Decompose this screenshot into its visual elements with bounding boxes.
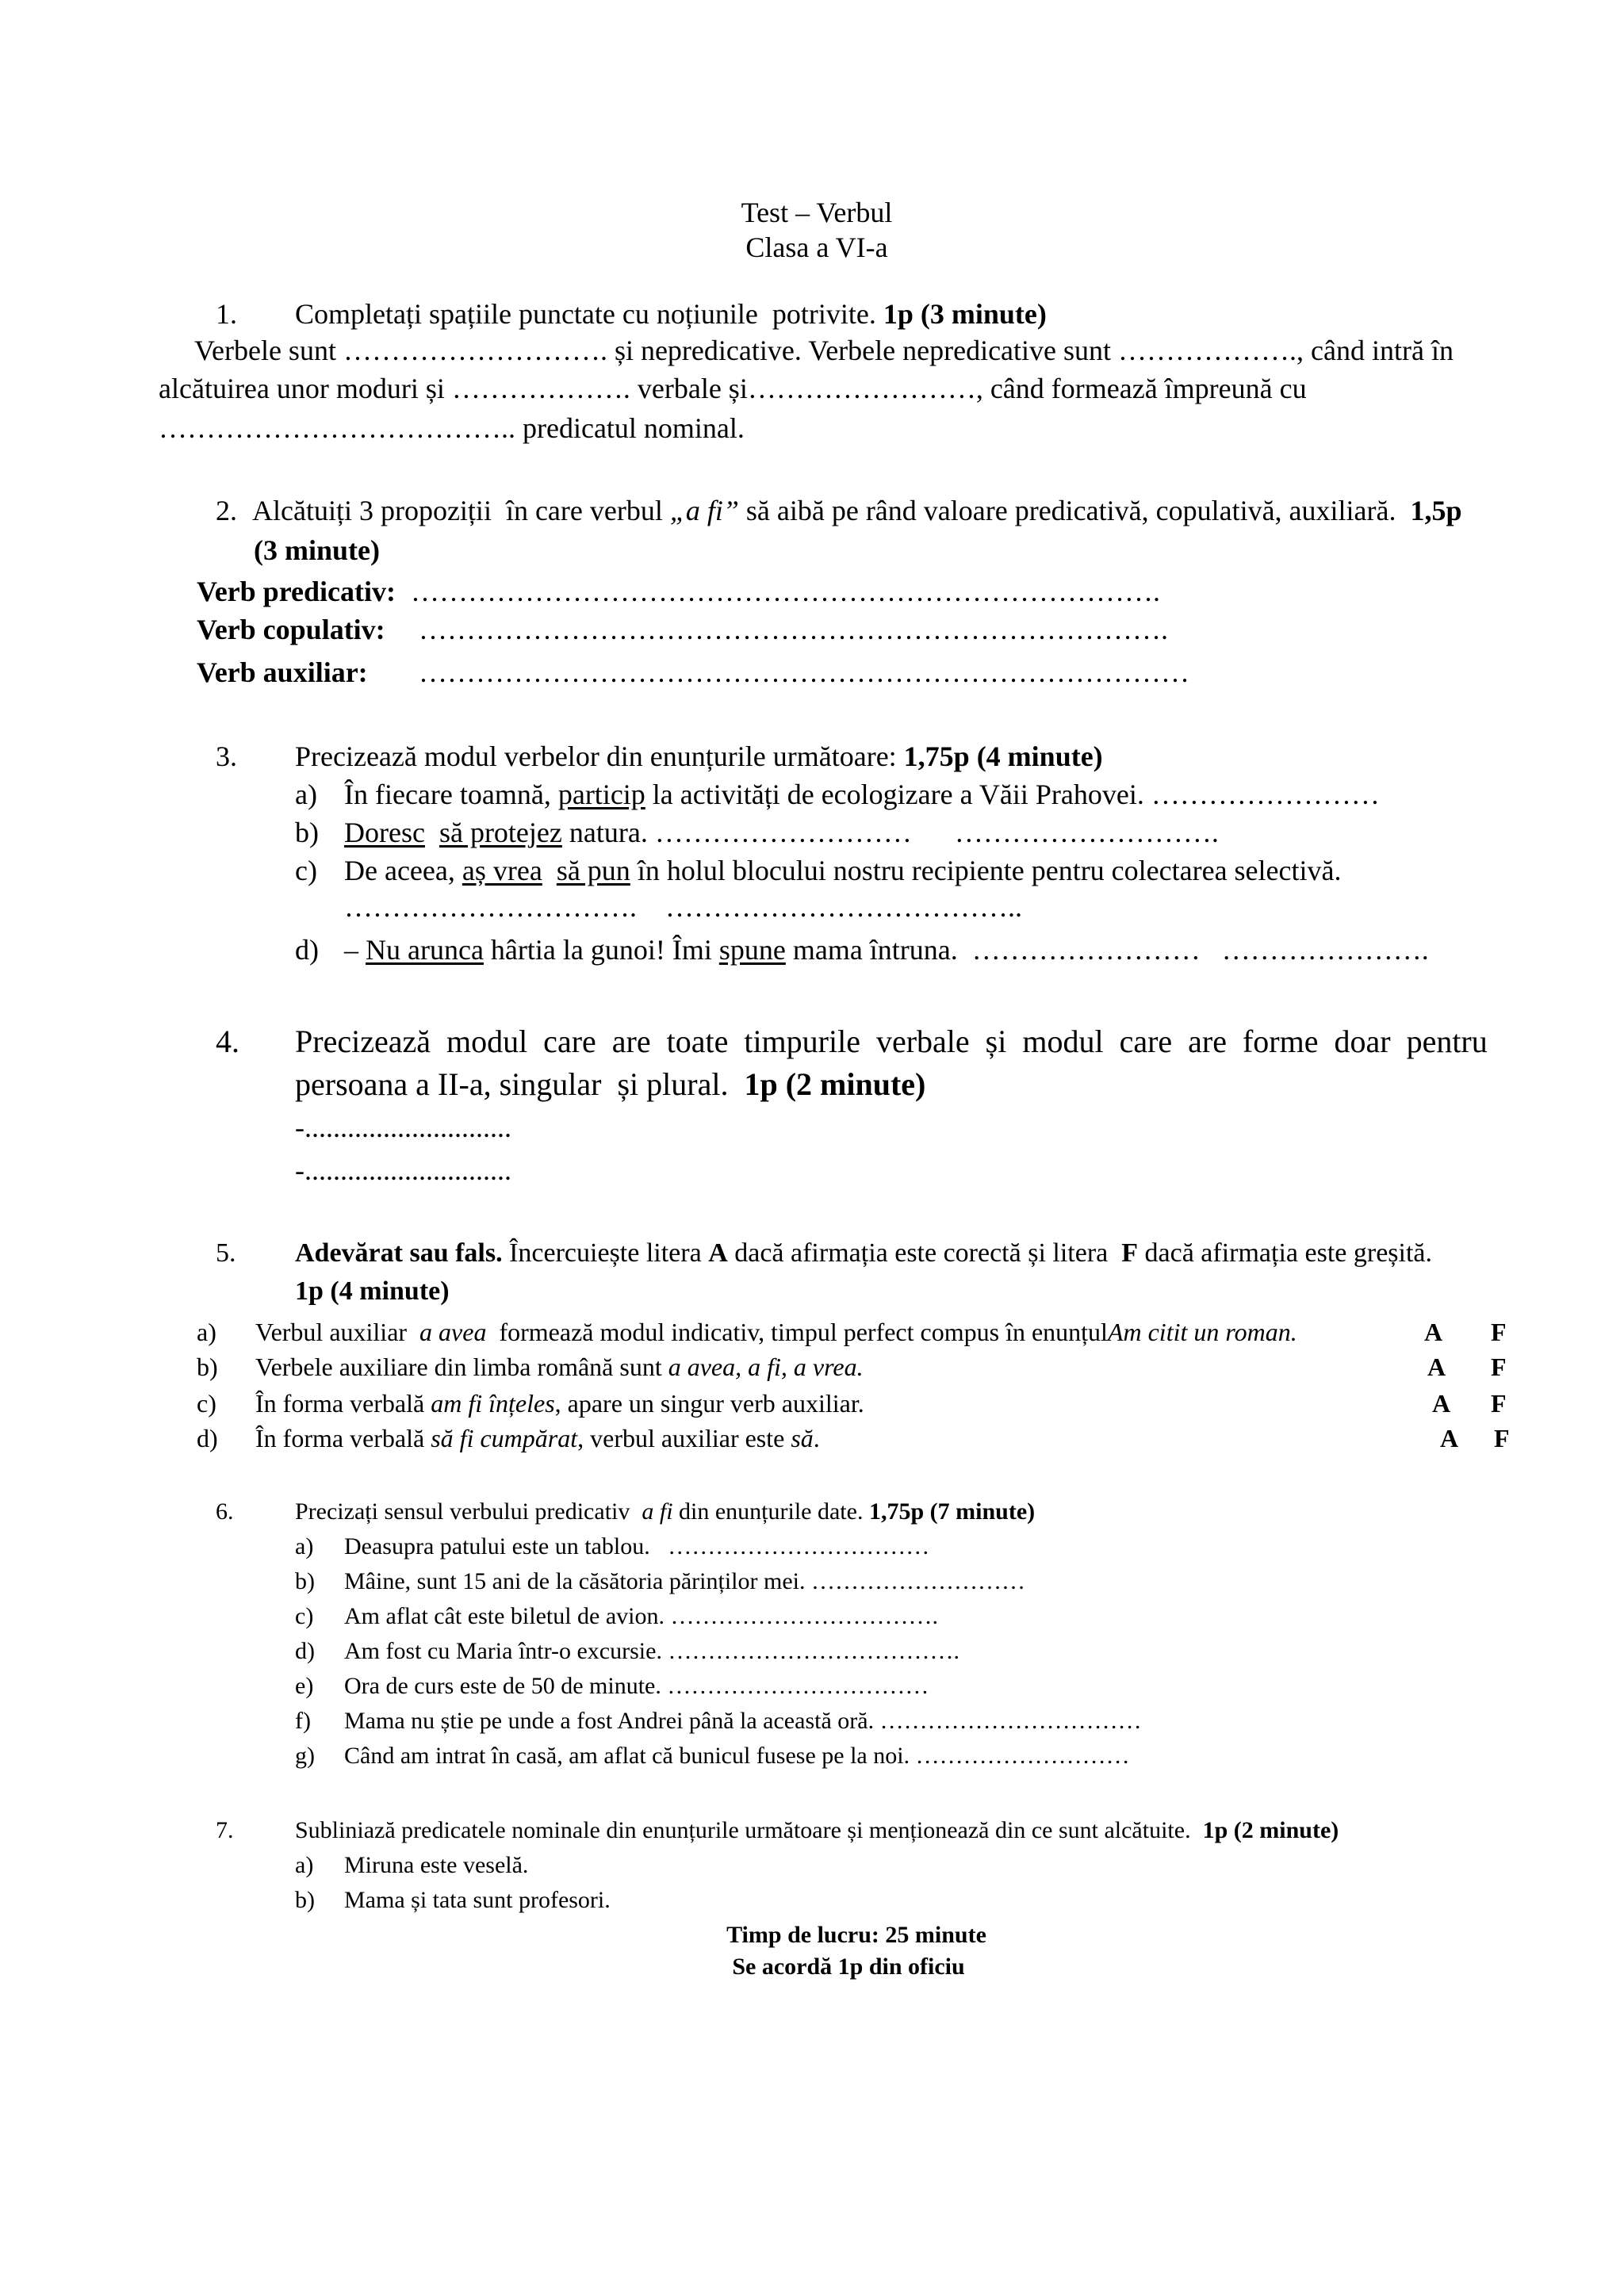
- prompt-title: Adevărat sau fals.: [295, 1238, 503, 1268]
- statement-text: formează modul indicativ, timpul perfect compus în enunțul: [499, 1318, 1108, 1346]
- underlined-verb: particip: [557, 779, 645, 810]
- statement-text: , apare un singur verb auxiliar.: [554, 1389, 864, 1418]
- verb-term: „a fi”: [669, 495, 739, 526]
- question-prompt: [295, 300, 1047, 328]
- false-option[interactable]: F: [1491, 1353, 1507, 1381]
- true-option[interactable]: A: [1440, 1424, 1459, 1452]
- underlined-verb: să pun: [556, 855, 630, 886]
- prompt-text: dacă afirmația este corectă și litera: [734, 1238, 1109, 1268]
- sentence-text: natura. ………………………: [569, 817, 912, 848]
- underlined-verb: Nu arunca: [366, 934, 484, 966]
- page-title: Test – Verbul: [741, 197, 893, 228]
- statement-text: În forma verbală: [255, 1424, 425, 1452]
- underlined-verb: Doresc: [344, 817, 425, 848]
- answer-blank: …………………………………………………………………….: [419, 614, 1168, 645]
- item-letter: a): [295, 1852, 314, 1878]
- question-prompt: [295, 1819, 1339, 1843]
- answer-blank: ……………………….: [954, 817, 1219, 848]
- page-subtitle: Clasa a VI-a: [745, 232, 888, 263]
- answer-blank: ………………….: [1221, 934, 1429, 966]
- answer-blanks: [344, 893, 1022, 921]
- time-label: (3 minute): [254, 534, 380, 566]
- item-letter: d): [295, 934, 319, 966]
- prompt-text: Alcătuiți 3 propoziții în care verbul: [252, 495, 663, 526]
- row-label: Verb auxiliar:: [197, 656, 368, 688]
- question-number: 5.: [216, 1238, 236, 1268]
- points-label: 1p (2 minute): [744, 1066, 926, 1102]
- question-number: 4.: [216, 1024, 239, 1059]
- sentence-text: hârtia la gunoi! Îmi: [490, 934, 712, 966]
- italic-term: să fi cumpărat: [431, 1424, 578, 1452]
- statement-text: , verbul auxiliar este: [577, 1424, 785, 1452]
- sentence-text: la activități de ecologizare a Văii Prahovei. ……………………: [652, 779, 1380, 810]
- italic-term: să: [791, 1424, 814, 1452]
- italic-term: a avea, a fi, a vrea.: [668, 1353, 864, 1381]
- sentence-text: –: [344, 934, 358, 966]
- question-number: 3.: [216, 740, 237, 772]
- sentence-text: Mama și tata sunt profesori.: [344, 1887, 611, 1913]
- points-label: 1,5p: [1410, 495, 1462, 526]
- prompt-text: dacă afirmația este greșită.: [1144, 1238, 1432, 1268]
- time-limit: Timp de lucru: 25 minute: [726, 1922, 986, 1948]
- false-option[interactable]: F: [1491, 1389, 1507, 1418]
- underlined-verb: aș vrea: [462, 855, 542, 886]
- bonus-note: Se acordă 1p din oficiu: [732, 1954, 965, 1980]
- statement-b: [255, 1354, 864, 1380]
- prompt-text: Încercuiește litera: [509, 1238, 702, 1268]
- prompt-text: Precizează modul verbelor din enunțurile următoare:: [295, 740, 897, 772]
- question-prompt: [295, 1500, 1035, 1524]
- question-number: 1.: [216, 298, 237, 330]
- option-letter: A: [708, 1238, 728, 1268]
- row-label: Verb predicativ:: [197, 576, 396, 607]
- question-line-1: Precizează modul care are toate timpurile verbale și modul care are forme doar pentru: [295, 1024, 1488, 1059]
- italic-term: a avea: [419, 1318, 487, 1346]
- points-label: 1p (3 minute): [883, 298, 1047, 330]
- fill-line-2: alcătuirea unor moduri și ………………. verbale și……………………, când formează împreună cu: [159, 373, 1307, 404]
- sentence-text: Ora de curs este de 50 de minute. ……………………………: [344, 1673, 929, 1699]
- item-letter: b): [295, 1887, 315, 1913]
- fill-line-3: ……………………………….. predicatul nominal.: [159, 412, 745, 444]
- answer-blank: ………………………………………………………………………: [419, 656, 1189, 688]
- prompt-text: să aibă pe rând valoare predicativă, copulativă, auxiliară.: [745, 495, 1396, 526]
- question-number: 6.: [216, 1498, 234, 1525]
- question-prompt: [295, 1240, 1432, 1267]
- underlined-verb: spune: [718, 934, 786, 966]
- item-letter: d): [197, 1424, 218, 1452]
- question-prompt: [295, 742, 1103, 771]
- prompt-text: persoana a II-a, singular și plural.: [295, 1066, 729, 1102]
- sentence-b: [344, 818, 1219, 847]
- option-letter: F: [1121, 1238, 1139, 1268]
- sentence-text: Deasupra patului este un tablou. ……………………………: [344, 1533, 930, 1559]
- statement-text: .: [813, 1424, 820, 1452]
- item-letter: f): [295, 1708, 311, 1734]
- points-label: 1,75p (7 minute): [868, 1498, 1036, 1525]
- sentence-a: [344, 780, 1380, 809]
- item-letter: c): [295, 1603, 314, 1629]
- sentence-text: Mâine, sunt 15 ani de la căsătoria părinților mei. ………………………: [344, 1568, 1025, 1594]
- statement-text: Verbul auxiliar: [255, 1318, 408, 1346]
- item-letter: g): [295, 1743, 315, 1769]
- underlined-verb: să protejez: [439, 817, 562, 848]
- points-label: 1p (2 minute): [1202, 1817, 1339, 1843]
- sentence-c: [344, 856, 1341, 885]
- prompt-text: Completați spațiile punctate cu noțiunile potrivite.: [295, 298, 876, 330]
- true-option[interactable]: A: [1427, 1353, 1446, 1381]
- sentence-text: În fiecare toamnă,: [344, 779, 551, 810]
- sentence-text: Am aflat cât este biletul de avion. …………………………….: [344, 1603, 939, 1629]
- false-option[interactable]: F: [1491, 1318, 1507, 1346]
- answer-blank: -.............................: [295, 1112, 511, 1143]
- item-letter: a): [295, 1533, 314, 1559]
- sentence-text: De aceea,: [344, 855, 455, 886]
- question-line-2: [295, 1066, 926, 1102]
- row-label: Verb copulativ:: [197, 614, 385, 645]
- statement-text: În forma verbală: [255, 1389, 425, 1418]
- sentence-text: mama întruna.: [792, 934, 958, 966]
- points-label: 1,75p (4 minute): [903, 740, 1103, 772]
- answer-blank: ………………………………..: [665, 891, 1022, 923]
- sentence-text: Când am intrat în casă, am aflat că bunicul fusese pe la noi. ………………………: [344, 1743, 1130, 1769]
- question-number: 2.: [216, 495, 237, 526]
- question-prompt: [252, 496, 1462, 525]
- question-number: 7.: [216, 1817, 234, 1843]
- item-letter: b): [197, 1353, 218, 1381]
- verb-term: a fi: [642, 1498, 673, 1525]
- item-letter: e): [295, 1673, 314, 1699]
- item-letter: a): [197, 1318, 216, 1346]
- item-letter: c): [197, 1389, 216, 1418]
- statement-text: Verbele auxiliare din limba română sunt: [255, 1353, 662, 1381]
- true-option[interactable]: A: [1432, 1389, 1451, 1418]
- sentence-text: Mama nu știe pe unde a fost Andrei până la această oră. ……………………………: [344, 1708, 1142, 1734]
- item-letter: d): [295, 1638, 315, 1664]
- sentence-text: Miruna este veselă.: [344, 1852, 529, 1878]
- answer-blank: ……………………: [971, 934, 1201, 966]
- fill-line-1: Verbele sunt ………………………. și nepredicative. Verbele nepredicative sunt ………………., când intră în: [194, 335, 1454, 366]
- prompt-text: Precizați sensul verbului predicativ: [295, 1498, 630, 1525]
- item-letter: b): [295, 1568, 315, 1594]
- statement-d: [255, 1425, 820, 1451]
- answer-blank: ………………………….: [344, 891, 637, 923]
- sentence-text: în holul blocului nostru recipiente pentru colectarea selectivă.: [637, 855, 1342, 886]
- sentence-text: Am fost cu Maria într-o excursie. ……………………………….: [344, 1638, 959, 1664]
- false-option[interactable]: F: [1494, 1424, 1510, 1452]
- answer-blank: …………………………………………………………………….: [411, 576, 1160, 607]
- statement-c: [255, 1391, 864, 1416]
- answer-blank: -.............................: [295, 1154, 511, 1186]
- prompt-text: Subliniază predicatele nominale din enunțurile următoare și menționează din ce sunt alcătuite.: [295, 1817, 1191, 1843]
- italic-term: am fi înțeles: [431, 1389, 555, 1418]
- prompt-text: din enunțurile date.: [679, 1498, 864, 1525]
- item-letter: b): [295, 817, 319, 848]
- item-letter: a): [295, 779, 317, 810]
- sentence-d: [344, 936, 1429, 964]
- points-label: 1p (4 minute): [295, 1276, 450, 1306]
- true-option[interactable]: A: [1424, 1318, 1443, 1346]
- item-letter: c): [295, 855, 317, 886]
- statement-a: [255, 1319, 1297, 1345]
- italic-term: Am citit un roman.: [1107, 1318, 1297, 1346]
